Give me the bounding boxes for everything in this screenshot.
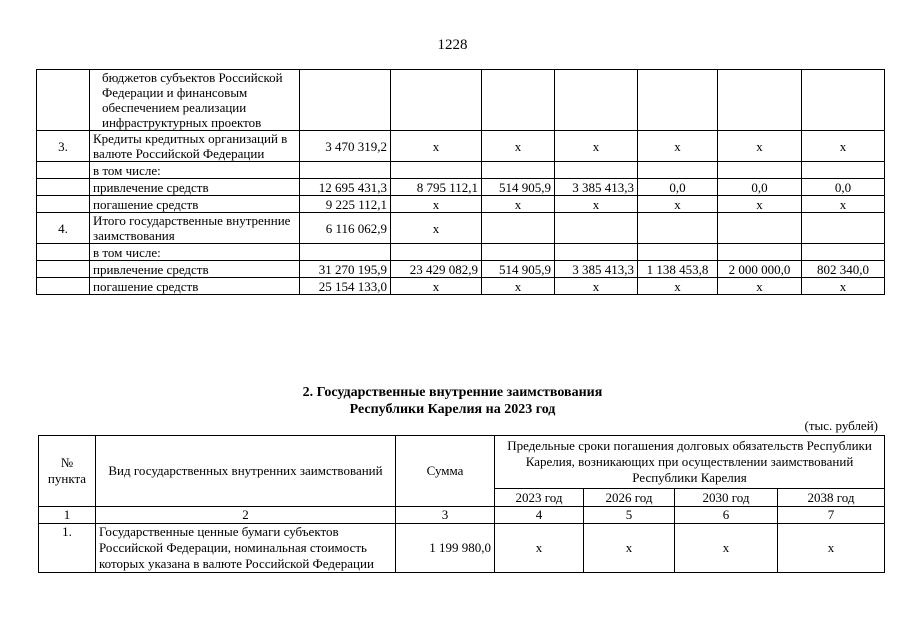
table-row — [39, 524, 885, 573]
row-value: 0,0 — [638, 179, 718, 196]
row-value: 3 470 319,2 — [300, 131, 391, 162]
column-number: 6 — [675, 507, 778, 524]
row-name: погашение средств — [90, 196, 300, 213]
row-value — [718, 213, 802, 244]
row-value — [718, 244, 802, 261]
row-number: 3. — [37, 131, 90, 162]
row-value: x — [718, 278, 802, 295]
row-value: x — [638, 196, 718, 213]
row-number — [37, 278, 90, 295]
table-row — [37, 244, 885, 261]
row-value: x — [495, 524, 584, 573]
row-value: 6 116 062,9 — [300, 213, 391, 244]
column-number: 2 — [96, 507, 396, 524]
row-name: Кредиты кредитных организаций в валюте Российской Федерации — [90, 131, 300, 162]
row-value — [638, 162, 718, 179]
row-value: x — [391, 213, 482, 244]
row-value: x — [718, 131, 802, 162]
row-value: x — [638, 278, 718, 295]
row-name: Государственные ценные бумаги субъектов Российской Федерации, номинальная стоимость которых указана в валюте Российской Федерации — [96, 524, 396, 573]
row-number — [37, 261, 90, 278]
row-value: 802 340,0 — [802, 261, 885, 278]
table-row — [37, 179, 885, 196]
row-name: в том числе: — [90, 162, 300, 179]
row-value — [482, 162, 555, 179]
column-number: 4 — [495, 507, 584, 524]
section-title-line1: 2. Государственные внутренние заимствования — [302, 385, 603, 400]
row-value: x — [778, 524, 885, 573]
row-value: 3 385 413,3 — [555, 261, 638, 278]
column-number: 7 — [778, 507, 885, 524]
row-name: Итого государственные внутренние заимствования — [90, 213, 300, 244]
row-number: 1. — [39, 524, 96, 573]
table-row — [37, 131, 885, 162]
table-row — [37, 261, 885, 278]
row-value: 3 385 413,3 — [555, 179, 638, 196]
row-name: привлечение средств — [90, 261, 300, 278]
header-year: 2026 год — [584, 489, 675, 507]
units-label: (тыс. рублей) — [804, 418, 878, 433]
table-row — [37, 70, 885, 131]
column-number: 1 — [39, 507, 96, 524]
header-terms: Предельные сроки погашения долговых обязательств Республики Карелия, возникающих при осуществлении заимствований Республики Карелия — [495, 436, 885, 489]
row-value — [482, 244, 555, 261]
row-value: x — [802, 278, 885, 295]
row-value — [555, 70, 638, 131]
row-value: 0,0 — [802, 179, 885, 196]
row-name: привлечение средств — [90, 179, 300, 196]
row-value — [391, 162, 482, 179]
row-value: x — [482, 131, 555, 162]
header-num: № пункта — [39, 436, 96, 507]
row-number — [37, 196, 90, 213]
table-row — [37, 213, 885, 244]
row-value — [718, 162, 802, 179]
row-value — [802, 213, 885, 244]
row-value — [802, 70, 885, 131]
row-value — [638, 213, 718, 244]
row-number — [37, 244, 90, 261]
row-number — [37, 162, 90, 179]
row-value — [802, 244, 885, 261]
row-number — [37, 179, 90, 196]
row-name: бюджетов субъектов Российской Федерации и финансовым обеспечением реализации инфраструктурных проектов — [90, 70, 300, 131]
row-value — [638, 244, 718, 261]
borrowing-table-2023 — [38, 435, 885, 573]
row-name: в том числе: — [90, 244, 300, 261]
column-number: 3 — [396, 507, 495, 524]
row-value: 12 695 431,3 — [300, 179, 391, 196]
header-kind: Вид государственных внутренних заимствований — [96, 436, 396, 507]
row-value: x — [675, 524, 778, 573]
row-value — [555, 162, 638, 179]
row-value — [555, 244, 638, 261]
row-value — [482, 70, 555, 131]
section-title — [0, 384, 905, 418]
row-value: x — [555, 278, 638, 295]
row-value: 0,0 — [718, 179, 802, 196]
row-value: x — [482, 196, 555, 213]
table-row — [37, 162, 885, 179]
header-sum: Сумма — [396, 436, 495, 507]
row-value — [391, 70, 482, 131]
row-value: 31 270 195,9 — [300, 261, 391, 278]
header-year: 2023 год — [495, 489, 584, 507]
page-number: 1228 — [437, 37, 468, 53]
row-value: 25 154 133,0 — [300, 278, 391, 295]
row-value — [718, 70, 802, 131]
row-value: x — [584, 524, 675, 573]
row-value: 9 225 112,1 — [300, 196, 391, 213]
row-value — [802, 162, 885, 179]
row-value: x — [802, 196, 885, 213]
row-number — [37, 70, 90, 131]
row-value — [300, 70, 391, 131]
row-value: 8 795 112,1 — [391, 179, 482, 196]
row-value: x — [482, 278, 555, 295]
row-value: x — [802, 131, 885, 162]
row-value — [638, 70, 718, 131]
row-value: x — [391, 131, 482, 162]
table-row — [37, 196, 885, 213]
column-number: 5 — [584, 507, 675, 524]
row-value: x — [638, 131, 718, 162]
row-value — [482, 213, 555, 244]
header-year: 2038 год — [778, 489, 885, 507]
row-value: 1 138 453,8 — [638, 261, 718, 278]
row-value: x — [391, 278, 482, 295]
row-name: погашение средств — [90, 278, 300, 295]
row-value — [300, 162, 391, 179]
table-row — [37, 278, 885, 295]
row-value — [391, 244, 482, 261]
row-value — [555, 213, 638, 244]
row-value: 514 905,9 — [482, 261, 555, 278]
row-value: 23 429 082,9 — [391, 261, 482, 278]
row-value: x — [718, 196, 802, 213]
header-year: 2030 год — [675, 489, 778, 507]
row-number: 4. — [37, 213, 90, 244]
row-value: x — [555, 131, 638, 162]
row-sum: 1 199 980,0 — [396, 524, 495, 573]
row-value: 514 905,9 — [482, 179, 555, 196]
row-value: x — [391, 196, 482, 213]
row-value: 2 000 000,0 — [718, 261, 802, 278]
borrowing-table-continued — [36, 69, 885, 295]
row-value — [300, 244, 391, 261]
row-value: x — [555, 196, 638, 213]
section-title-line2: Республики Карелия на 2023 год — [349, 402, 556, 417]
